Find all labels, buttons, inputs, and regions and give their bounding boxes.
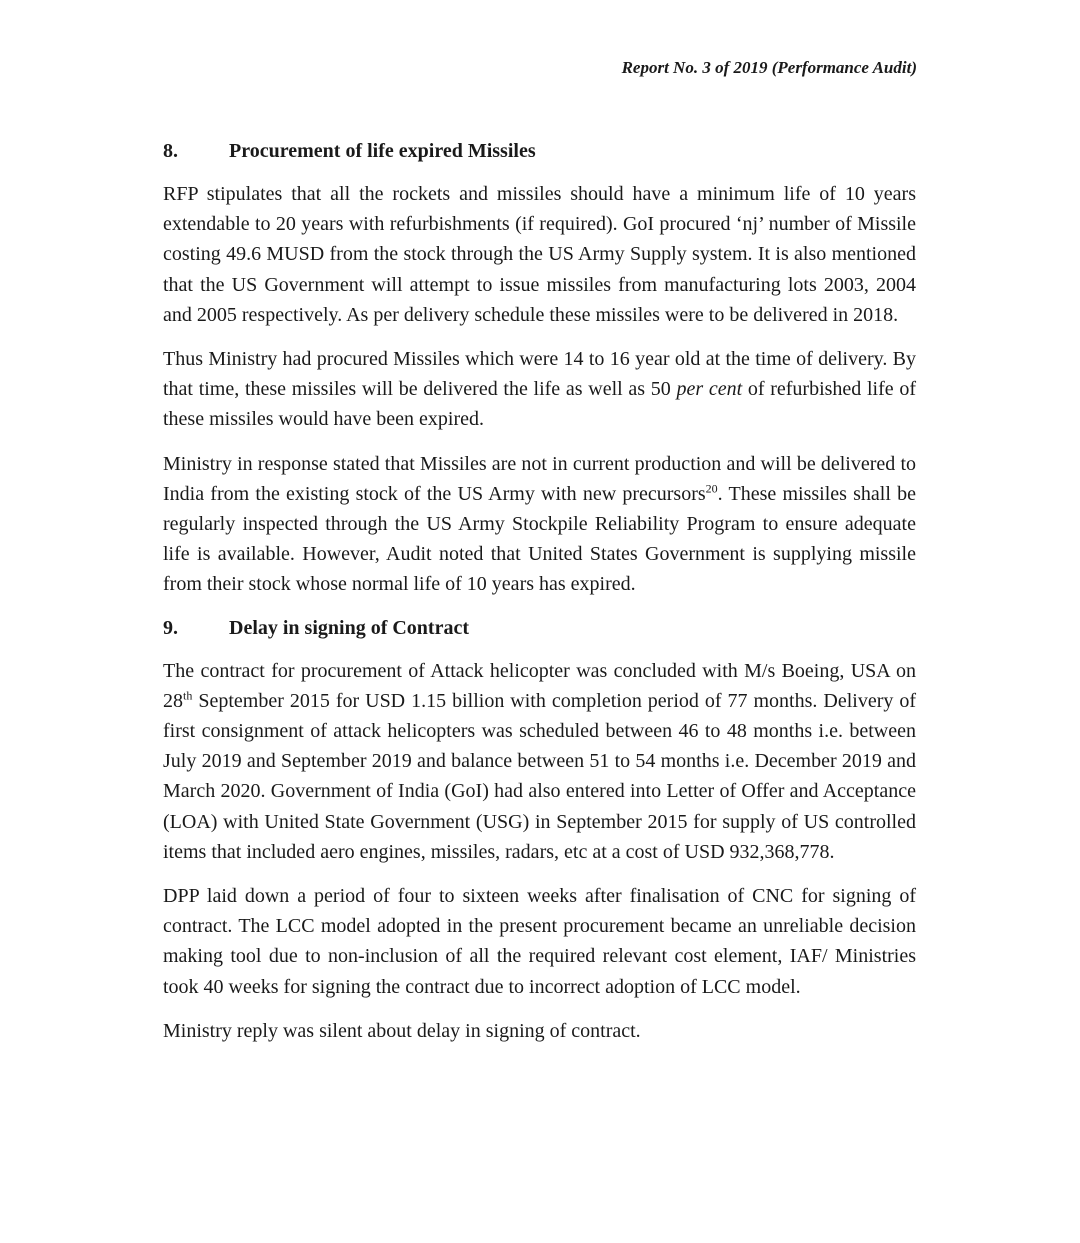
section-9-paragraph-3: Ministry reply was silent about delay in signing of contract.: [163, 1019, 641, 1042]
section-8-paragraph-1: RFP stipulates that all the rockets and missiles should have a minimum life of 10 years extendable to 20 years with refurbishments (if required). GoI procured ‘nj’ number of Missile costing 49.6 MUSD from the stock through the US Army Supply system. It is also mentioned that the US Government will attempt to issue missiles from manufacturing lots 2003, 2004 and 2005 respectively. As per delivery schedule these missiles were to be delivered in 2018.: [163, 183, 916, 326]
footnote-marker: 20: [705, 481, 718, 496]
document-body: [163, 137, 916, 1060]
section-9-title: Delay in signing of Contract: [229, 616, 469, 639]
section-8-paragraph-3: [163, 449, 916, 600]
section-9-paragraph-1: [163, 656, 916, 867]
section-8-paragraph-2: [163, 344, 916, 435]
section-8-p3-text-a: Ministry in response stated that Missiles are not in current production and will be delivered to India from the existing stock of the US Army with new precursors: [163, 452, 916, 505]
section-9-heading: [163, 614, 916, 642]
section-8-p2-text-a: Thus Ministry had procured Missiles which were 14 to 16 year old at the time of delivery. By that time, these missiles will be delivered the life as well as 50: [163, 348, 916, 401]
section-8-heading: [163, 137, 916, 165]
ordinal-suffix: th: [183, 688, 193, 703]
section-8-p2-italic: per cent: [676, 378, 743, 401]
section-8-p3-text-b: . These missiles shall be regularly inspected through the US Army Stockpile Reliability Program to ensure adequate life is available. However, Audit noted that United States Government is supplying missile from their stock whose normal life of 10 years has expired.: [163, 482, 916, 596]
section-9-paragraph-2: DPP laid down a period of four to sixteen weeks after finalisation of CNC for signing of contract. The LCC model adopted in the present procurement became an unreliable decision making tool due to non-inclusion of all the required relevant cost element, IAF/ Ministries took 40 weeks for signing the contract due to incorrect adoption of LCC model.: [163, 885, 916, 998]
section-8-title: Procurement of life expired Missiles: [229, 140, 536, 162]
section-9-p1-text-a: The contract for procurement of Attack helicopter was concluded with M/s Boeing, USA on 28: [163, 659, 916, 712]
section-8-p2-text-b: of refurbished life of these missiles would have been expired.: [163, 378, 916, 431]
section-8-number: 8.: [163, 140, 178, 162]
section-9-p1-text-b: September 2015 for USD 1.15 billion with completion period of 77 months. Delivery of first consignment of attack helicopters was scheduled between 46 to 48 months i.e. between July 2019 and September 2019 and balance between 51 to 54 months i.e. December 2019 and March 2020. Government of India (GoI) had also entered into Letter of Offer and Acceptance (LOA) with United State Government (USG) in September 2015 for supply of US controlled items that included aero engines, missiles, radars, etc at a cost of USD 932,368,778.: [163, 689, 916, 863]
report-header: Report No. 3 of 2019 (Performance Audit): [621, 58, 917, 77]
section-9-number: 9.: [163, 616, 178, 639]
